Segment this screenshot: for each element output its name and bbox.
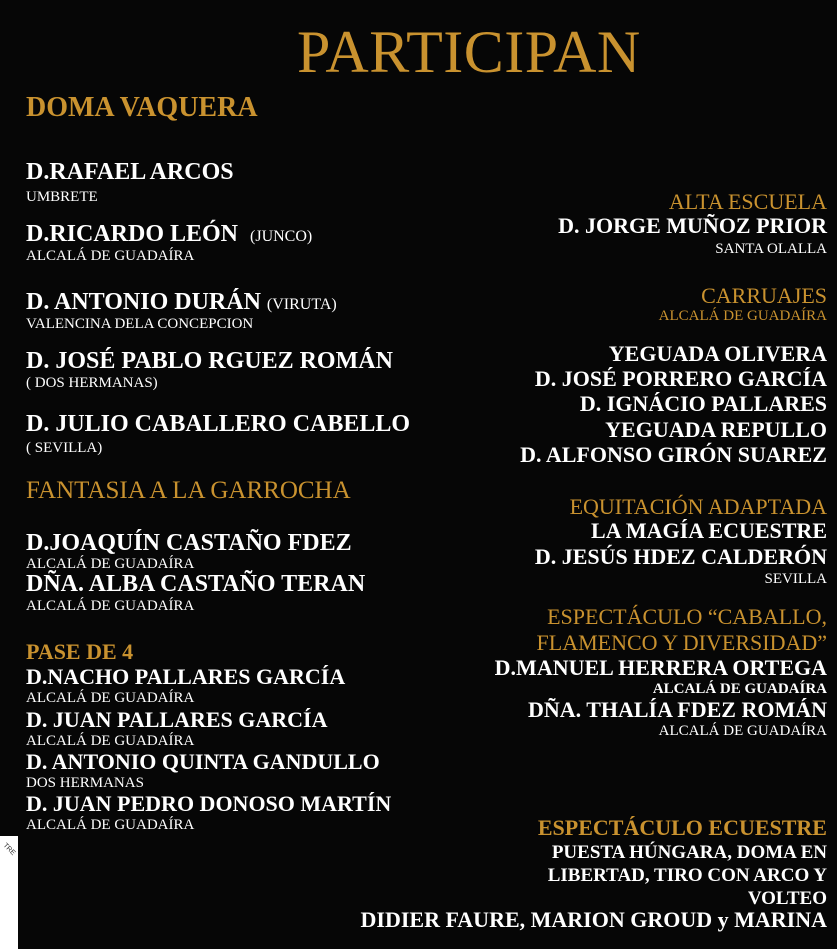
participant-name: D. ANTONIO QUINTA GANDULLO bbox=[26, 749, 380, 774]
participant-name: DÑA. THALÍA FDEZ ROMÁN bbox=[527, 697, 827, 722]
participant-place: SEVILLA bbox=[764, 571, 827, 587]
participant-place: ALCALÁ DE GUADAÍRA bbox=[26, 598, 195, 614]
edge-strip bbox=[0, 836, 18, 949]
show-description-line: VOLTEO bbox=[747, 887, 827, 909]
participant-place: VALENCINA DELA CONCEPCION bbox=[26, 316, 254, 332]
section-heading-equitacion-adaptada: EQUITACIÓN ADAPTADA bbox=[569, 494, 827, 519]
participant-nickname: (JUNCO) bbox=[250, 228, 313, 245]
participant-name: D.NACHO PALLARES GARCÍA bbox=[26, 664, 346, 689]
participant-name: D.MANUEL HERRERA ORTEGA bbox=[494, 655, 827, 680]
participant-name: D.JOAQUÍN CASTAÑO FDEZ bbox=[26, 530, 352, 556]
section-heading-espectaculo-ecuestre: ESPECTÁCULO ECUESTRE bbox=[537, 815, 827, 840]
participant-place: ALCALÁ DE GUADAÍRA bbox=[658, 723, 827, 739]
section-heading-carruajes: CARRUAJES bbox=[701, 283, 827, 308]
section-heading-pase-de-4: PASE DE 4 bbox=[26, 639, 134, 664]
participant-place: ALCALÁ DE GUADAÍRA bbox=[26, 248, 195, 264]
participant-name: D. JUAN PEDRO DONOSO MARTÍN bbox=[26, 791, 392, 816]
show-description-line: LIBERTAD, TIRO CON ARCO Y bbox=[547, 864, 827, 886]
participant-name: YEGUADA REPULLO bbox=[605, 417, 827, 442]
participant-name: D. JOSÉ PABLO RGUEZ ROMÁN bbox=[26, 348, 393, 374]
participant-name: D. ANTONIO DURÁN (VIRUTA) bbox=[26, 289, 337, 315]
participant-place: SANTA OLALLA bbox=[715, 241, 827, 257]
show-performers: DIDIER FAURE, MARION GROUD y MARINA bbox=[360, 907, 827, 932]
participant-name: LA MAGÍA ECUESTRE bbox=[591, 518, 827, 543]
participant-place: ALCALÁ DE GUADAÍRA bbox=[26, 817, 195, 833]
participant-name: DÑA. ALBA CASTAÑO TERAN bbox=[26, 571, 366, 597]
section-place: ALCALÁ DE GUADAÍRA bbox=[658, 308, 827, 324]
participant-name: D. IGNÁCIO PALLARES bbox=[579, 391, 827, 416]
participant-place: ALCALÁ DE GUADAÍRA bbox=[26, 690, 195, 706]
page-title: PARTICIPAN bbox=[297, 19, 641, 85]
participant-nickname: (VIRUTA) bbox=[266, 296, 337, 313]
participant-place: ALCALÁ DE GUADAÍRA bbox=[652, 681, 827, 697]
participant-place: ( DOS HERMANAS) bbox=[26, 375, 158, 391]
participant-name: D. JOSÉ PORRERO GARCÍA bbox=[534, 366, 827, 391]
participant-name: D. JESÚS HDEZ CALDERÓN bbox=[534, 544, 827, 569]
participant-place: ( SEVILLA) bbox=[26, 440, 103, 456]
participant-name: D.RAFAEL ARCOS bbox=[26, 159, 234, 185]
section-heading-doma-vaquera: DOMA VAQUERA bbox=[26, 92, 258, 123]
section-heading-espectaculo-caballo: ESPECTÁCULO “CABALLO, bbox=[547, 604, 827, 629]
participant-place: UMBRETE bbox=[26, 189, 98, 205]
participant-name: D. ALFONSO GIRÓN SUAREZ bbox=[520, 442, 827, 467]
participant-name: D. JORGE MUÑOZ PRIOR bbox=[558, 213, 827, 238]
participant-name: D. JUAN PALLARES GARCÍA bbox=[26, 707, 328, 732]
edge-strip-text: TRE bbox=[1, 842, 17, 857]
participant-name: D. JULIO CABALLERO CABELLO bbox=[26, 411, 411, 437]
show-description-line: PUESTA HÚNGARA, DOMA EN bbox=[551, 842, 827, 863]
participant-name: YEGUADA OLIVERA bbox=[608, 341, 827, 366]
section-heading-garrocha: FANTASIA A LA GARROCHA bbox=[26, 477, 351, 504]
participant-place: DOS HERMANAS bbox=[26, 775, 144, 791]
participant-place: ALCALÁ DE GUADAÍRA bbox=[26, 733, 195, 749]
show-description bbox=[548, 842, 827, 910]
participant-name: D.RICARDO LEÓN (JUNCO) bbox=[26, 221, 313, 247]
section-heading-alta-escuela: ALTA ESCUELA bbox=[668, 189, 827, 214]
section-heading-espectaculo-caballo-line2: FLAMENCO Y DIVERSIDAD” bbox=[536, 630, 827, 655]
participant-place: ALCALÁ DE GUADAÍRA bbox=[26, 556, 195, 572]
